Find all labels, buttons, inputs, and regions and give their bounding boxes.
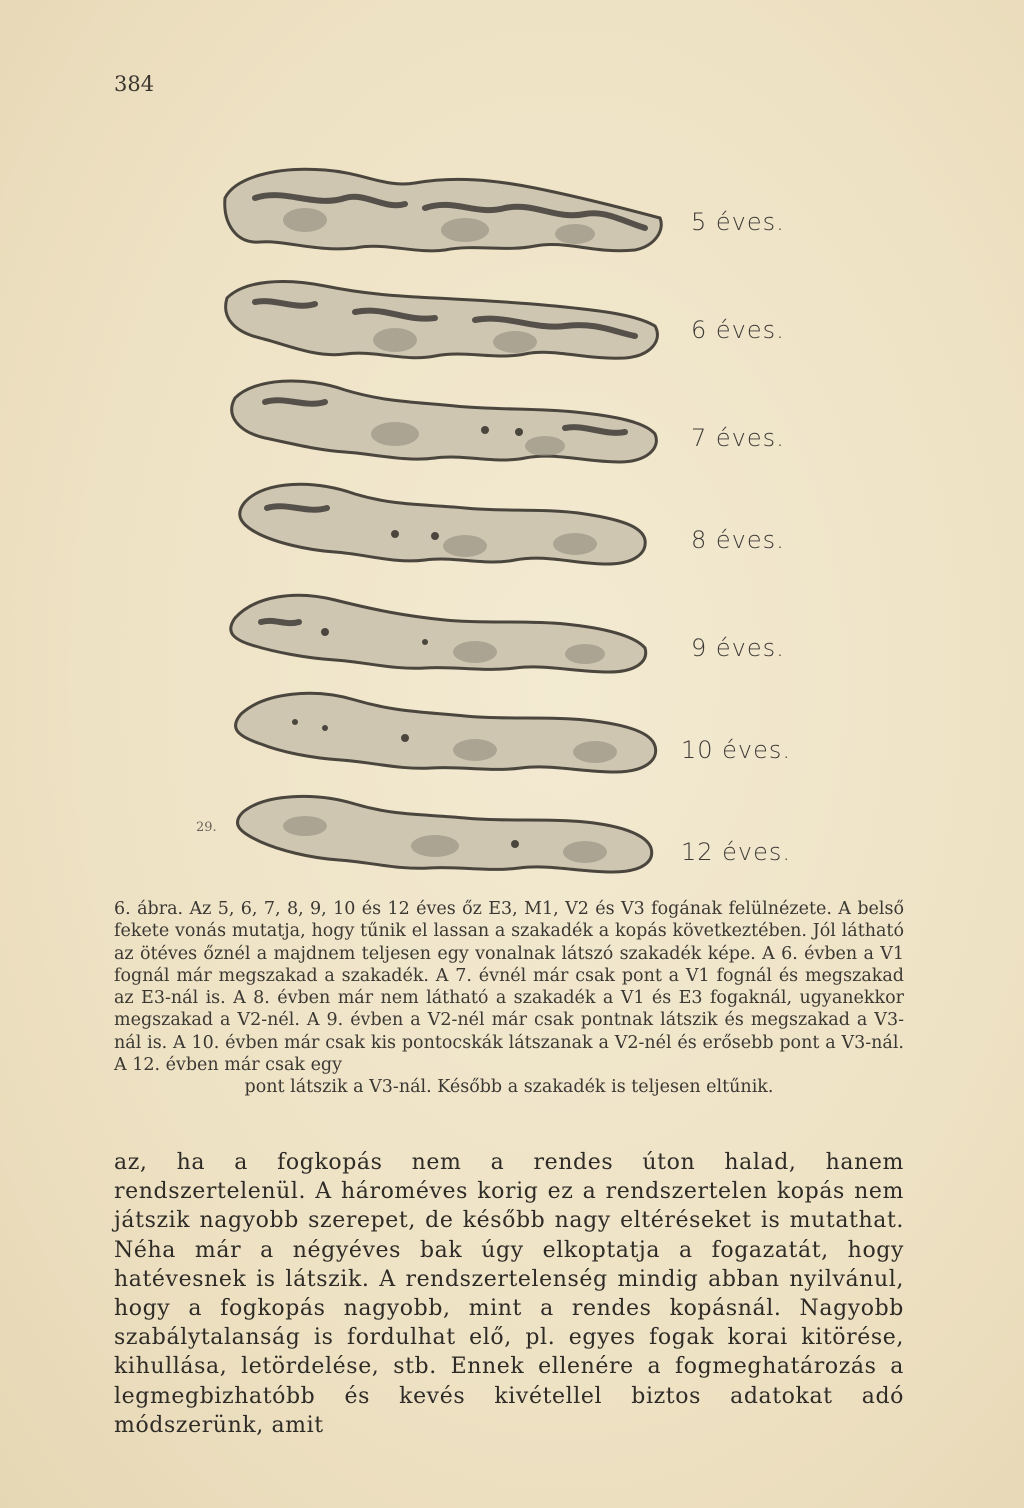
tooth-row-8 xyxy=(215,474,805,574)
figure-side-mark: 29. xyxy=(196,820,217,835)
tooth-row-12 xyxy=(215,782,805,882)
age-label-5: 5 éves. xyxy=(691,208,785,236)
molar-row-drawing xyxy=(215,582,675,682)
age-label-8: 8 éves. xyxy=(691,526,785,554)
tooth-row-9 xyxy=(215,582,805,682)
caption-last-line: pont látszik a V3-nál. Később a szakadék is teljesen eltűnik. xyxy=(244,1077,774,1098)
age-label-6: 6 éves. xyxy=(691,316,785,344)
age-label-12: 12 éves. xyxy=(681,838,792,866)
figure-caption xyxy=(114,898,904,1099)
molar-row-drawing xyxy=(215,474,675,574)
tooth-row-6 xyxy=(215,268,805,368)
age-label-7: 7 éves. xyxy=(691,424,785,452)
molar-row-drawing xyxy=(215,682,675,782)
tooth-wear-figure xyxy=(215,150,805,870)
age-label-9: 9 éves. xyxy=(691,634,785,662)
body-paragraph: az, ha a fogkopás nem a rendes úton halad, hanem rendszertelenül. A hároméves korig ez a rendszertelen kopás nem játszik nagyobb szerepet, de később nagy eltéréseket is mutathat. Néha már a négyéves bak úgy elkoptatja a fogazatát, hogy hatévesnek is látszik. A rendszertelenség mindig abban nyilvánul, hogy a fogkopás nagyobb, mint a rendes kopásnál. Nagyobb szabálytalanság is fordulhat elő, pl. egyes fogak korai kitörése, kihullása, letördelése, stb. Ennek ellenére a fogmeghatározás a legmegbizhatóbb és kevés kivétellel biztos adatokat adó módszerünk, amit xyxy=(114,1150,904,1438)
molar-row-drawing xyxy=(215,158,675,258)
caption-text: 6. ábra. Az 5, 6, 7, 8, 9, 10 és 12 éves őz E3, M1, V2 és V3 fogának felülnézete. A belső fekete vonás mutatja, hogy tűnik el lassan a szakadék a kopás következtében. Jól látható az ötéves őznél a majdnem teljesen egy vonalnak látszó szakadék képe. A 6. évben a V1 fognál már megszakad a szakadék. A 7. évnél már csak pont a V1 fognál és megszakad az E3-nál is. A 8. évben már nem látható a szakadék a V1 és E3 fogaknál, ugyanekkor megszakad a V2-nél. A 9. évben a V2-nél már csak pontnak látszik és megszakad a V3-nál is. A 10. évben már csak kis pontocskák látszanak a V2-nél és erősebb pont a V3-nál. A 12. évben már csak egy xyxy=(114,899,904,1076)
molar-row-drawing xyxy=(215,372,675,472)
molar-row-drawing xyxy=(215,268,675,368)
age-label-10: 10 éves. xyxy=(681,736,792,764)
tooth-row-7 xyxy=(215,372,805,472)
tooth-row-10 xyxy=(215,682,805,782)
page-number: 384 xyxy=(114,72,155,96)
tooth-row-5 xyxy=(215,158,805,258)
molar-row-drawing xyxy=(215,782,675,882)
